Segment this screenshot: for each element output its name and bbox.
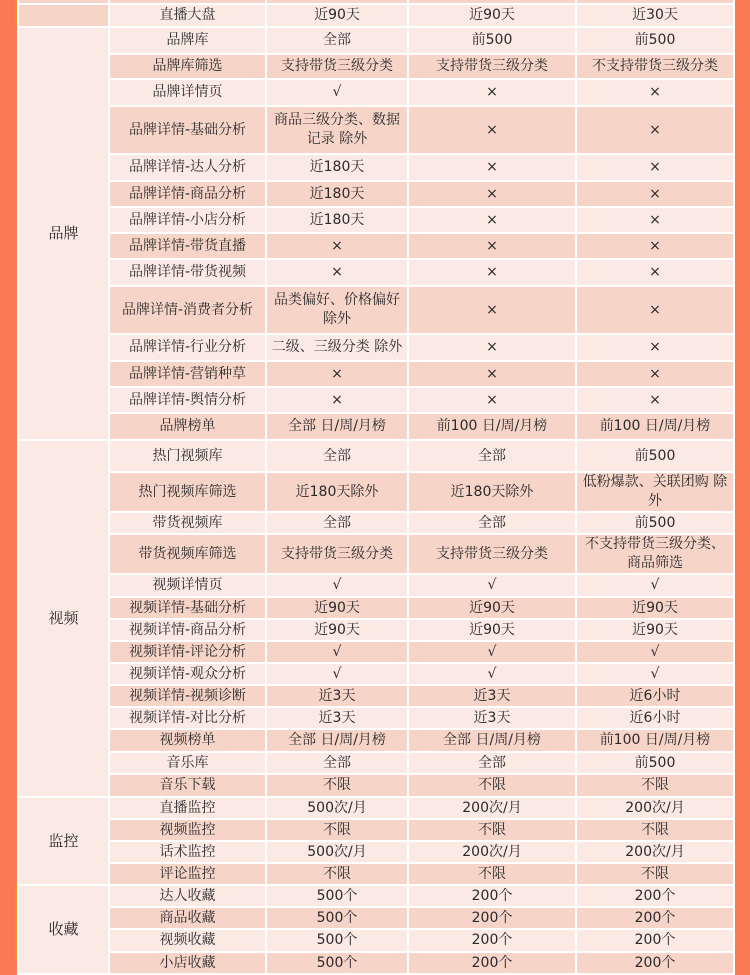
value-cell: 全部 xyxy=(266,440,408,472)
value-cell: × xyxy=(408,387,576,413)
table-row xyxy=(18,286,734,334)
table-row xyxy=(18,4,734,27)
feature-comparison-table-wrapper xyxy=(17,0,733,975)
value-cell: 500个 xyxy=(266,952,408,974)
table-row xyxy=(18,233,734,259)
value-cell: × xyxy=(576,387,734,413)
value-cell: 200次/月 xyxy=(576,797,734,819)
value-cell: 不限 xyxy=(408,774,576,797)
value-cell: × xyxy=(408,334,576,361)
value-cell: 前100 日/周/月榜 xyxy=(576,729,734,752)
value-cell: 全部 日/周/月榜 xyxy=(408,729,576,752)
feature-cell: 品牌详情-消费者分析 xyxy=(109,286,266,334)
value-cell: 全部 xyxy=(408,512,576,534)
value-cell: 不限 xyxy=(576,863,734,885)
value-cell: 近180天 xyxy=(266,181,408,207)
value-cell: √ xyxy=(576,663,734,685)
feature-cell: 直播监控 xyxy=(109,797,266,819)
feature-cell: 品牌详情-小店分析 xyxy=(109,207,266,233)
value-cell: 不支持带货三级分类、商品筛选 xyxy=(576,534,734,574)
value-cell: 不限 xyxy=(576,774,734,797)
value-cell: × xyxy=(408,106,576,154)
value-cell: 200个 xyxy=(408,907,576,929)
value-cell: 近3天 xyxy=(408,685,576,707)
value-cell: 前500 xyxy=(576,440,734,472)
value-cell: 200个 xyxy=(408,952,576,974)
feature-cell: 品牌详情-带货视频 xyxy=(109,259,266,286)
feature-cell: 视频详情-基础分析 xyxy=(109,597,266,619)
value-cell: 全部 xyxy=(408,440,576,472)
category-cell-brand: 品牌 xyxy=(18,27,109,440)
value-cell: × xyxy=(408,79,576,106)
feature-cell: 评论监控 xyxy=(109,863,266,885)
table-row xyxy=(18,641,734,663)
value-cell: × xyxy=(576,233,734,259)
value-cell: 全部 xyxy=(266,27,408,54)
table-row xyxy=(18,154,734,181)
feature-cell: 小店收藏 xyxy=(109,952,266,974)
value-cell: × xyxy=(266,361,408,387)
value-cell: 全部 日/周/月榜 xyxy=(266,729,408,752)
value-cell: 全部 日/周/月榜 xyxy=(266,413,408,440)
value-cell: 500个 xyxy=(266,907,408,929)
value-cell: 二级、三级分类 除外 xyxy=(266,334,408,361)
value-cell: √ xyxy=(266,574,408,597)
table-row xyxy=(18,685,734,707)
value-cell: 不限 xyxy=(576,819,734,841)
value-cell: 前500 xyxy=(576,27,734,54)
feature-cell: 视频详情-评论分析 xyxy=(109,641,266,663)
value-cell: 500次/月 xyxy=(266,841,408,863)
table-row xyxy=(18,387,734,413)
table-row xyxy=(18,574,734,597)
feature-cell: 品牌库 xyxy=(109,27,266,54)
value-cell: √ xyxy=(266,641,408,663)
value-cell: 近6小时 xyxy=(576,707,734,729)
feature-cell: 商品收藏 xyxy=(109,907,266,929)
value-cell: 200个 xyxy=(576,907,734,929)
table-row xyxy=(18,54,734,79)
value-cell: √ xyxy=(576,641,734,663)
value-cell: 前100 日/周/月榜 xyxy=(408,413,576,440)
value-cell: 不限 xyxy=(266,863,408,885)
table-row xyxy=(18,663,734,685)
table-row xyxy=(18,819,734,841)
value-cell: × xyxy=(576,259,734,286)
feature-cell: 话术监控 xyxy=(109,841,266,863)
value-cell: 500个 xyxy=(266,929,408,952)
table-row xyxy=(18,619,734,641)
table-row xyxy=(18,952,734,974)
value-cell: 近30天 xyxy=(576,4,734,27)
feature-cell: 视频监控 xyxy=(109,819,266,841)
value-cell: 500次/月 xyxy=(266,797,408,819)
value-cell: × xyxy=(576,106,734,154)
table-row xyxy=(18,774,734,797)
feature-cell: 品牌详情-行业分析 xyxy=(109,334,266,361)
value-cell: 支持带货三级分类 xyxy=(408,534,576,574)
feature-cell: 音乐下载 xyxy=(109,774,266,797)
value-cell: 200次/月 xyxy=(576,841,734,863)
table-row xyxy=(18,512,734,534)
feature-cell: 品牌榜单 xyxy=(109,413,266,440)
value-cell: 前100 日/周/月榜 xyxy=(576,413,734,440)
value-cell: 品类偏好、价格偏好 除外 xyxy=(266,286,408,334)
feature-cell: 品牌详情-舆情分析 xyxy=(109,387,266,413)
feature-cell: 品牌详情-带货直播 xyxy=(109,233,266,259)
value-cell: 不限 xyxy=(408,819,576,841)
feature-cell: 带货视频库筛选 xyxy=(109,534,266,574)
feature-cell: 品牌详情-基础分析 xyxy=(109,106,266,154)
value-cell: 200次/月 xyxy=(408,797,576,819)
table-row xyxy=(18,207,734,233)
value-cell: √ xyxy=(266,79,408,106)
value-cell: × xyxy=(576,286,734,334)
value-cell: 近90天 xyxy=(576,597,734,619)
value-cell: √ xyxy=(576,574,734,597)
feature-comparison-table xyxy=(17,0,735,975)
table-row xyxy=(18,259,734,286)
value-cell: × xyxy=(266,233,408,259)
value-cell: 近180天除外 xyxy=(408,472,576,512)
value-cell: × xyxy=(576,79,734,106)
table-row xyxy=(18,472,734,512)
category-cell xyxy=(18,4,109,27)
value-cell: 支持带货三级分类 xyxy=(266,54,408,79)
value-cell: 200次/月 xyxy=(408,841,576,863)
table-row xyxy=(18,361,734,387)
value-cell: 近180天除外 xyxy=(266,472,408,512)
value-cell: 近3天 xyxy=(408,707,576,729)
table-row xyxy=(18,797,734,819)
value-cell: 近90天 xyxy=(408,619,576,641)
feature-cell: 音乐库 xyxy=(109,752,266,774)
value-cell: 近180天 xyxy=(266,207,408,233)
feature-cell: 品牌详情-商品分析 xyxy=(109,181,266,207)
value-cell: 500个 xyxy=(266,885,408,907)
feature-cell: 视频详情-对比分析 xyxy=(109,707,266,729)
value-cell: × xyxy=(408,259,576,286)
value-cell: × xyxy=(408,181,576,207)
table-row xyxy=(18,752,734,774)
feature-cell: 视频详情-视频诊断 xyxy=(109,685,266,707)
table-row xyxy=(18,707,734,729)
feature-cell: 品牌详情-达人分析 xyxy=(109,154,266,181)
value-cell: 近180天 xyxy=(266,154,408,181)
value-cell: × xyxy=(408,154,576,181)
value-cell: × xyxy=(408,361,576,387)
value-cell: √ xyxy=(408,574,576,597)
feature-cell: 直播大盘 xyxy=(109,4,266,27)
value-cell: 近3天 xyxy=(266,707,408,729)
feature-cell: 热门视频库筛选 xyxy=(109,472,266,512)
feature-cell: 视频详情-观众分析 xyxy=(109,663,266,685)
value-cell: 200个 xyxy=(576,929,734,952)
value-cell: 支持带货三级分类 xyxy=(266,534,408,574)
feature-cell: 品牌详情页 xyxy=(109,79,266,106)
value-cell: 前500 xyxy=(408,27,576,54)
table-row xyxy=(18,597,734,619)
value-cell: 200个 xyxy=(576,885,734,907)
table-row xyxy=(18,885,734,907)
value-cell: 近90天 xyxy=(266,597,408,619)
table-row xyxy=(18,907,734,929)
value-cell: 200个 xyxy=(576,952,734,974)
value-cell: × xyxy=(408,233,576,259)
feature-cell: 带货视频库 xyxy=(109,512,266,534)
value-cell: 200个 xyxy=(408,929,576,952)
table-row xyxy=(18,79,734,106)
value-cell: 不支持带货三级分类 xyxy=(576,54,734,79)
value-cell: 低粉爆款、关联团购 除外 xyxy=(576,472,734,512)
value-cell: 近90天 xyxy=(408,597,576,619)
value-cell: × xyxy=(266,259,408,286)
value-cell: 近6小时 xyxy=(576,685,734,707)
value-cell: × xyxy=(266,387,408,413)
value-cell: × xyxy=(576,334,734,361)
table-row xyxy=(18,106,734,154)
table-row xyxy=(18,729,734,752)
table-row xyxy=(18,413,734,440)
table-row xyxy=(18,863,734,885)
table-row xyxy=(18,334,734,361)
value-cell: 全部 xyxy=(266,752,408,774)
value-cell: 近3天 xyxy=(266,685,408,707)
value-cell: 全部 xyxy=(408,752,576,774)
value-cell: × xyxy=(576,181,734,207)
value-cell: 商品三级分类、数据记录 除外 xyxy=(266,106,408,154)
value-cell: 近90天 xyxy=(266,619,408,641)
value-cell: × xyxy=(576,207,734,233)
feature-cell: 达人收藏 xyxy=(109,885,266,907)
feature-cell: 视频详情-商品分析 xyxy=(109,619,266,641)
value-cell: × xyxy=(408,207,576,233)
value-cell: 200个 xyxy=(408,885,576,907)
feature-cell: 品牌库筛选 xyxy=(109,54,266,79)
table-row xyxy=(18,534,734,574)
value-cell: √ xyxy=(266,663,408,685)
value-cell: 全部 xyxy=(266,512,408,534)
value-cell: √ xyxy=(408,641,576,663)
feature-cell: 视频详情页 xyxy=(109,574,266,597)
table-row xyxy=(18,841,734,863)
category-cell-video: 视频 xyxy=(18,440,109,797)
value-cell: 前500 xyxy=(576,512,734,534)
value-cell: 前500 xyxy=(576,752,734,774)
table-row xyxy=(18,27,734,54)
value-cell: × xyxy=(408,286,576,334)
table-row xyxy=(18,181,734,207)
feature-cell: 品牌详情-营销种草 xyxy=(109,361,266,387)
value-cell: × xyxy=(576,361,734,387)
value-cell: 近90天 xyxy=(408,4,576,27)
table-row xyxy=(18,929,734,952)
feature-cell: 视频榜单 xyxy=(109,729,266,752)
value-cell: 不限 xyxy=(266,819,408,841)
value-cell: 近90天 xyxy=(576,619,734,641)
feature-cell: 热门视频库 xyxy=(109,440,266,472)
value-cell: 支持带货三级分类 xyxy=(408,54,576,79)
value-cell: √ xyxy=(408,663,576,685)
value-cell: 不限 xyxy=(408,863,576,885)
category-cell-monitoring: 监控 xyxy=(18,797,109,885)
value-cell: 近90天 xyxy=(266,4,408,27)
value-cell: 不限 xyxy=(266,774,408,797)
category-cell-favorites: 收藏 xyxy=(18,885,109,974)
table-row xyxy=(18,440,734,472)
feature-cell: 视频收藏 xyxy=(109,929,266,952)
value-cell: × xyxy=(576,154,734,181)
